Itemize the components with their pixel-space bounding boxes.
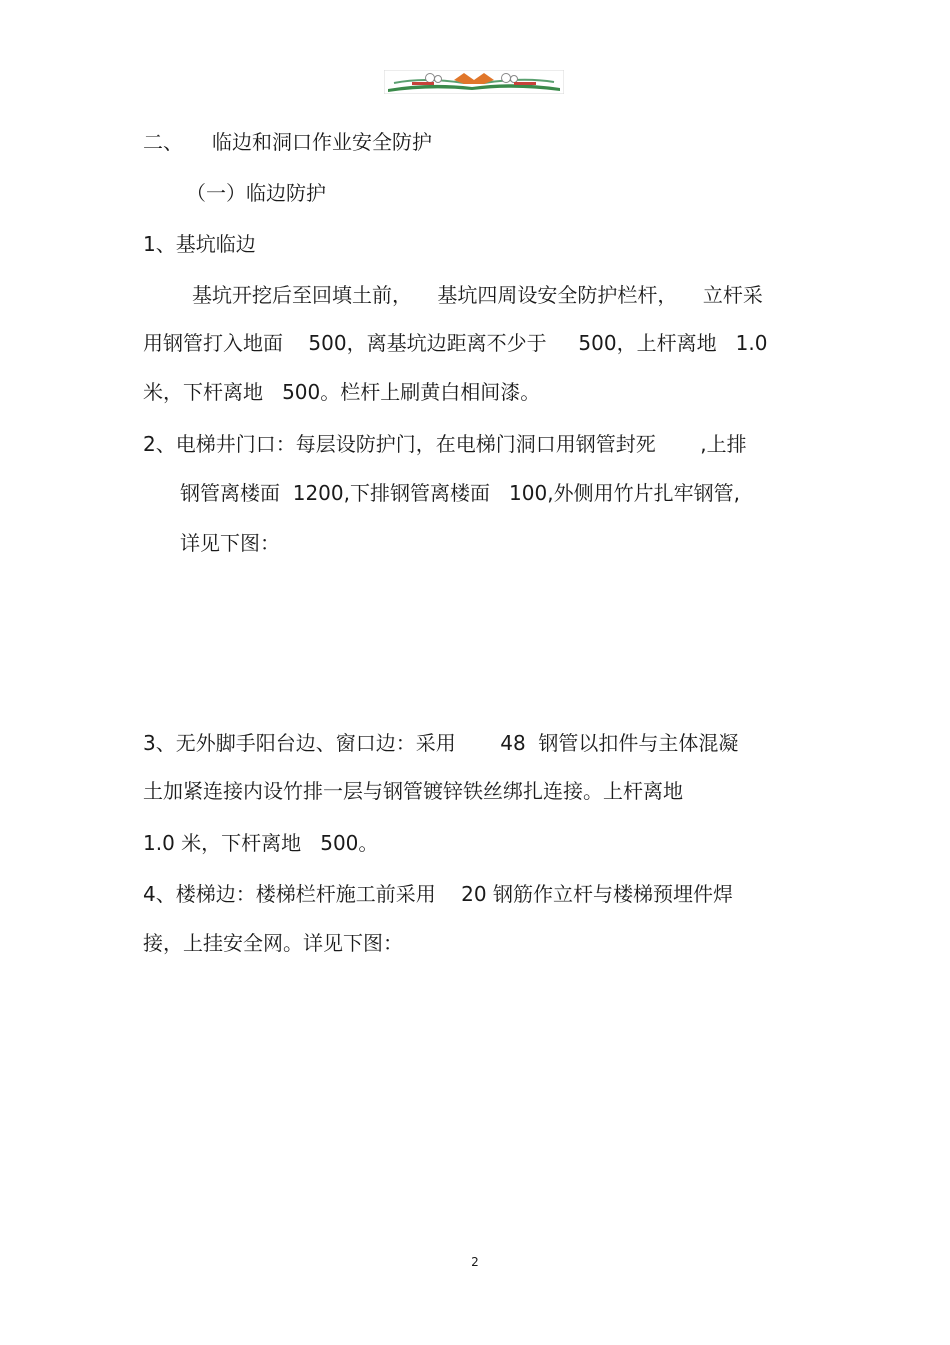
item3-line-3: 1.0 米，下杆离地 500。 — [143, 831, 379, 855]
subsection-heading: （一）临边防护 — [186, 181, 326, 205]
section-title: 临边和洞口作业安全防护 — [212, 130, 432, 154]
item1-line-2: 用钢管打入地面 500，离基坑边距离不少于 500，上杆离地 1.0 — [143, 331, 768, 355]
item1-line-1: 基坑开挖后至回填土前， 基坑四周设安全防护栏杆， 立杆采 — [192, 283, 763, 307]
item4-line-2: 接，上挂安全网。详见下图： — [143, 931, 403, 955]
item2-line-2: 钢管离楼面 1200,下排钢管离楼面 100,外侧用竹片扎牢钢管, — [180, 481, 740, 505]
section-number: 二、 — [143, 130, 183, 154]
page-number: 2 — [471, 1255, 479, 1269]
item4-line-1: 4、楼梯边：楼梯栏杆施工前采用 20 钢筋作立杆与楼梯预埋件焊 — [143, 882, 733, 906]
header-logo — [384, 70, 564, 94]
item1-heading: 1、基坑临边 — [143, 232, 256, 256]
item2-line-3: 详见下图： — [180, 531, 280, 555]
item3-line-1: 3、无外脚手阳台边、窗口边：采用 48 钢管以扣件与主体混凝 — [143, 731, 739, 755]
item1-line-3: 米，下杆离地 500。栏杆上刷黄白相间漆。 — [143, 380, 541, 404]
item3-line-2: 土加紧连接内设竹排一层与钢管镀锌铁丝绑扎连接。上杆离地 — [143, 779, 683, 803]
item2-line-1: 2、电梯井门口：每层设防护门，在电梯门洞口用钢管封死 ,上排 — [143, 432, 747, 456]
